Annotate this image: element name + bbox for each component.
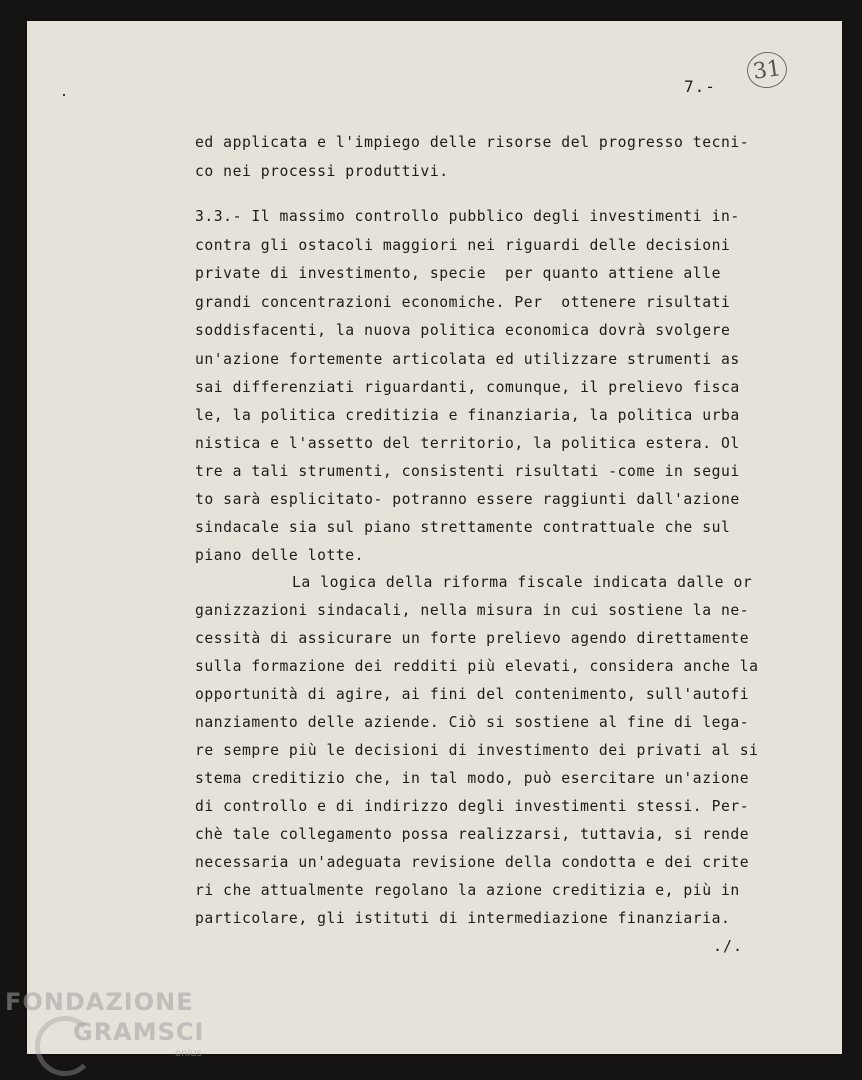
text-line: nistica e l'assetto del territorio, la politica estera. Ol [195, 435, 740, 452]
text-line: necessaria un'adeguata revisione della condotta e dei crite [195, 854, 750, 871]
text-line: private di investimento, specie per quanto attiene alle [195, 265, 721, 282]
text-line: re sempre più le decisioni di investimento dei privati al si [195, 742, 759, 759]
page-number: 7.- [684, 77, 716, 96]
text-line: tre a tali strumenti, consistenti risultati -come in segui [195, 463, 740, 480]
text-line: particolare, gli istituti di intermediazione finanziaria. [195, 910, 731, 927]
text-line: ed applicata e l'impiego delle risorse del progresso tecni- [195, 134, 750, 151]
text-line: chè tale collegamento possa realizzarsi, tuttavia, si rende [195, 826, 750, 843]
watermark-logo [5, 988, 225, 1080]
text-line: 3.3.- Il massimo controllo pubblico degli investimenti in- [195, 208, 740, 225]
text-line: cessità di assicurare un forte prelievo agendo direttamente [195, 630, 750, 647]
paper-speck [63, 94, 65, 96]
text-line: soddisfacenti, la nuova politica economica dovrà svolgere [195, 322, 731, 339]
text-line: le, la politica creditizia e finanziaria, la politica urba [195, 407, 740, 424]
text-line: opportunità di agire, ai fini del contenimento, sull'autofi [195, 686, 750, 703]
watermark-line2: GRAMSCI [73, 1018, 205, 1046]
watermark-line3: onlus [175, 1048, 202, 1059]
text-line: co nei processi produttivi. [195, 163, 449, 180]
text-line: ganizzazioni sindacali, nella misura in cui sostiene la ne- [195, 602, 750, 619]
text-line: ri che attualmente regolano la azione creditizia e, più in [195, 882, 740, 899]
text-line: contra gli ostacoli maggiori nei riguardi delle decisioni [195, 237, 731, 254]
text-line: grandi concentrazioni economiche. Per ottenere risultati [195, 294, 731, 311]
text-line: sai differenziati riguardanti, comunque, il prelievo fisca [195, 379, 740, 396]
continuation-mark: ./. [713, 937, 744, 955]
text-line: nanziamento delle aziende. Ciò si sostiene al fine di lega- [195, 714, 750, 731]
text-line: La logica della riforma fiscale indicata dalle or [292, 574, 753, 591]
text-line: di controllo e di indirizzo degli investimenti stessi. Per- [195, 798, 750, 815]
folio-stamp: 31 [745, 49, 790, 90]
document-page [27, 21, 842, 1054]
text-line: stema creditizio che, in tal modo, può esercitare un'azione [195, 770, 750, 787]
text-line: sulla formazione dei redditi più elevati, considera anche la [195, 658, 759, 675]
text-line: piano delle lotte. [195, 547, 365, 564]
text-line: un'azione fortemente articolata ed utilizzare strumenti as [195, 351, 740, 368]
text-line: to sarà esplicitato- potranno essere raggiunti dall'azione [195, 491, 740, 508]
text-line: sindacale sia sul piano strettamente contrattuale che sul [195, 519, 731, 536]
watermark-line1: FONDAZIONE [5, 988, 194, 1016]
